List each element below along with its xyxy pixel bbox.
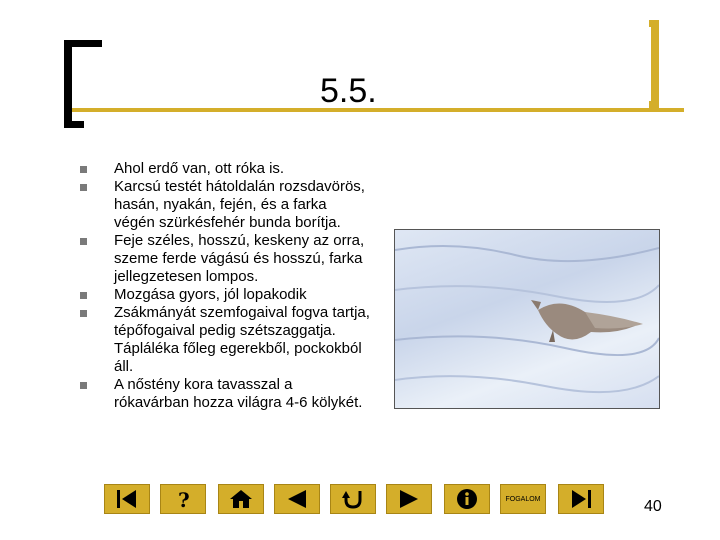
glossary-button[interactable] <box>500 484 546 514</box>
bullet-square-icon <box>80 184 87 191</box>
glossary-button-label: FOGALOM <box>505 495 541 503</box>
list-item: Feje széles, hosszú, keskeny az orra, szeme ferde vágású és hosszú, farka jellegzetesen lompos. <box>80 232 370 286</box>
return-arrow-icon <box>340 488 366 510</box>
previous-button[interactable] <box>274 484 320 514</box>
list-item: Karcsú testét hátoldalán rozsdavörös, hasán, nyakán, fején, és a farka végén szürkésfehér bunda borítja. <box>80 178 370 232</box>
list-item: Zsákmányát szemfogaival fogva tartja, tépőfogaival pedig szétszaggatja. Tápláléka főleg egerekből, pockokból áll. <box>80 304 370 376</box>
bullet-square-icon <box>80 238 87 245</box>
return-button[interactable] <box>330 484 376 514</box>
page-number: 40 <box>644 498 662 515</box>
right-bracket <box>651 20 659 108</box>
fox-figure <box>531 300 643 342</box>
first-page-button[interactable] <box>104 484 150 514</box>
title-underline <box>72 108 684 112</box>
left-bracket-bottom <box>64 121 84 128</box>
fox-photo-illustration <box>395 230 659 408</box>
slide-title: 5.5. <box>320 72 377 110</box>
right-bracket-top <box>649 20 659 27</box>
question-mark-icon <box>170 488 196 510</box>
home-button[interactable] <box>218 484 264 514</box>
bullet-square-icon <box>80 292 87 299</box>
home-icon <box>228 488 254 510</box>
skip-to-end-icon <box>568 488 594 510</box>
next-button[interactable] <box>386 484 432 514</box>
bullet-square-icon <box>80 310 87 317</box>
list-item: A nőstény kora tavasszal a rókavárban hozza világra 4-6 kölykét. <box>80 376 370 412</box>
last-page-button[interactable] <box>558 484 604 514</box>
navigation-bar <box>104 484 604 514</box>
play-right-icon <box>396 488 422 510</box>
skip-to-start-icon <box>114 488 140 510</box>
play-left-icon <box>284 488 310 510</box>
right-bracket-bottom <box>649 101 659 108</box>
list-item: Mozgása gyors, jól lopakodik <box>80 286 370 304</box>
left-bracket-top <box>64 40 102 47</box>
bullet-square-icon <box>80 166 87 173</box>
left-bracket <box>64 40 72 128</box>
help-button[interactable] <box>160 484 206 514</box>
svg-text:?: ? <box>178 488 190 510</box>
info-button[interactable] <box>444 484 490 514</box>
fox-in-snow-photo <box>394 229 660 409</box>
info-icon <box>454 488 480 510</box>
list-item: Ahol erdő van, ott róka is. <box>80 160 370 178</box>
bullet-list <box>80 160 370 412</box>
bullet-square-icon <box>80 382 87 389</box>
